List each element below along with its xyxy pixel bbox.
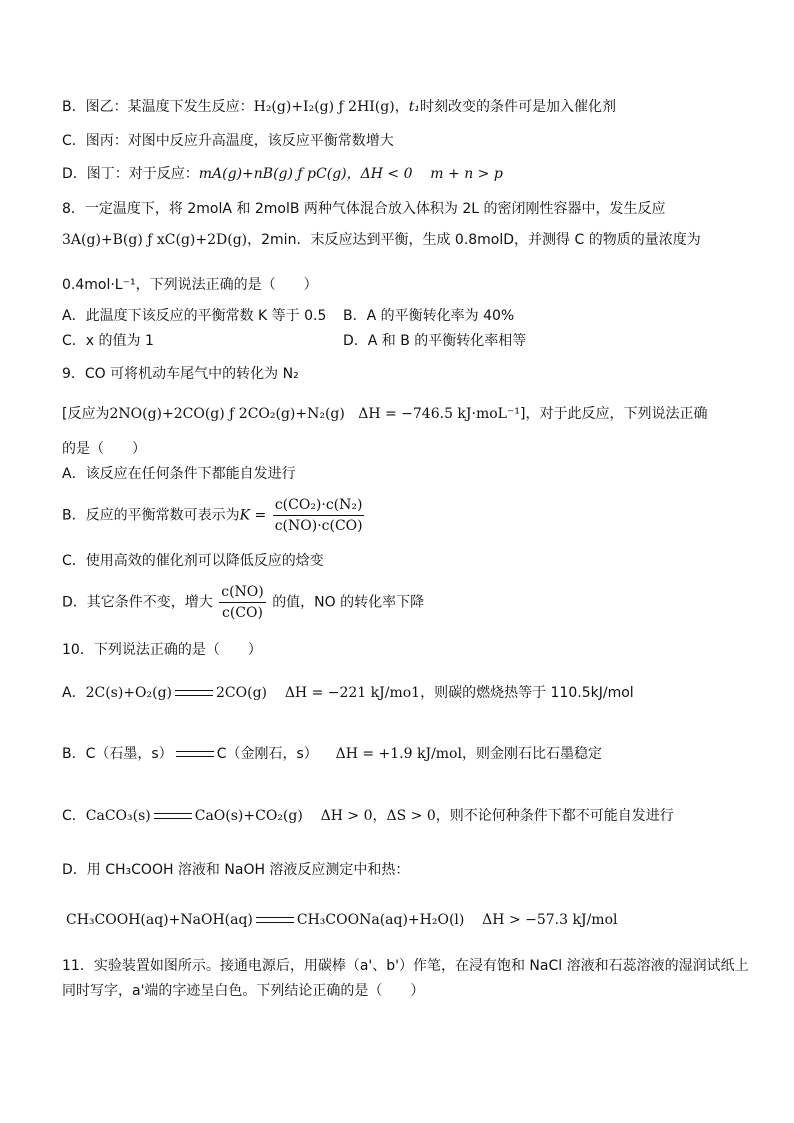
- equals-arrow: [175, 690, 213, 696]
- q7-b-equation: H₂(g)+I₂(g) ƒ 2HI(g): [253, 99, 395, 115]
- q9-enthalpy: ΔH = −746.5 kJ·moL⁻¹: [358, 406, 520, 422]
- q8-equation: 3A(g)+B(g) ƒ xC(g)+2D(g): [62, 232, 248, 248]
- q9-stem-line1: 9．CO 可将机动车尾气中的转化为 N₂: [62, 366, 299, 382]
- q8-stem-line3: 0.4mol·L⁻¹，下列说法正确的是（ ）: [62, 277, 318, 293]
- equals-arrow: [154, 813, 192, 819]
- q8-stem-line1: 8．一定温度下，将 2molA 和 2molB 两种气体混合放入体积为 2L 的密闭刚性容器中，发生反应: [62, 201, 666, 217]
- q9-equation: 2NO(g)+2CO(g) ƒ 2CO₂(g)+N₂(g): [109, 406, 345, 422]
- equals-arrow: [176, 751, 214, 757]
- q10-option-d-equation: CH₃COOH(aq)+NaOH(aq) CH₃COONa(aq)+H₂O(l) ΔH > −57.3 kJ/mol: [66, 912, 618, 928]
- q9-option-b: B．反应的平衡常数可表示为K = $\frac{\text{c(CO₂)·c(N₂)}}{c(NO)\cdot c(CO)}$: [62, 497, 363, 534]
- q8-option-c: C．x 的值为 1: [62, 333, 154, 349]
- q10-stem: 10．下列说法正确的是（ ）: [62, 642, 262, 658]
- q11-stem-line2: 同时写字，a'端的字迹呈白色。下列结论正确的是（ ）: [62, 983, 425, 999]
- q10-option-a: A．2C(s)+O₂(g) 2CO(g) ΔH = −221 kJ/mo1，则碳的燃烧热等于 110.5kJ/mol: [62, 685, 634, 701]
- q9-ratio-fraction: $\frac{c(NO)}{c(CO)}$: [221, 584, 264, 621]
- q9-option-c: C．使用高效的催化剂可以降低反应的焓变: [62, 553, 324, 569]
- equals-arrow: [256, 917, 294, 923]
- q9-equilibrium-fraction: $\frac{\text{c(CO₂)·c(N₂)}}{c(NO)\cdot c(CO)}$: [274, 497, 363, 534]
- q7-option-b: B．图乙：某温度下发生反应：H₂(g)+I₂(g) ƒ 2HI(g)，t₁时刻改变的条件可是加入催化剂: [62, 99, 616, 115]
- q8-stem-line2: 3A(g)+B(g) ƒ xC(g)+2D(g)，2min．末反应达到平衡，生成 0.8molD，并测得 C 的物质的量浓度为: [62, 232, 701, 248]
- q8-option-d: D．A 和 B 的平衡转化率相等: [343, 333, 527, 349]
- q8-option-b: B．A 的平衡转化率为 40%: [343, 308, 515, 324]
- q10-option-d: D．用 CH₃COOH 溶液和 NaOH 溶液反应测定中和热：: [62, 862, 410, 878]
- q8-option-a: A．此温度下该反应的平衡常数 K 等于 0.5: [62, 308, 327, 324]
- q7-option-c: C．图丙：对图中反应升高温度，该反应平衡常数增大: [62, 133, 394, 149]
- q11-stem-line1: 11．实验装置如图所示。接通电源后，用碳棒（a'、b'）作笔，在浸有饱和 NaCl 溶液和石蕊溶液的湿润试纸上: [62, 958, 749, 974]
- q10-option-b: B．C（石墨，s） C（金刚石，s） ΔH = +1.9 kJ/mol，则金刚石比石墨稳定: [62, 746, 602, 762]
- q10-option-c: C．CaCO₃(s) CaO(s)+CO₂(g) ΔH > 0，ΔS > 0，则不论何种条件下都不可能自发进行: [62, 808, 674, 824]
- q9-stem-line3: 的是（ ）: [62, 441, 146, 457]
- q7-option-d: D．图丁：对于反应：mA(g)+nB(g) ƒ pC(g)，ΔH < 0 m + n > p: [62, 166, 503, 182]
- q9-stem-line2: [反应为2NO(g)+2CO(g) ƒ 2CO₂(g)+N₂(g) ΔH = −746.5 kJ·moL⁻¹]，对于此反应，下列说法正确: [62, 406, 708, 422]
- q7-d-equation: mA(g)+nB(g) ƒ pC(g): [198, 166, 347, 182]
- q9-option-a: A．该反应在任何条件下都能自发进行: [62, 466, 296, 482]
- q9-option-d: D．其它条件不变，增大 $\frac{c(NO)}{c(CO)}$ 的值，NO 的转化率下降: [62, 584, 425, 621]
